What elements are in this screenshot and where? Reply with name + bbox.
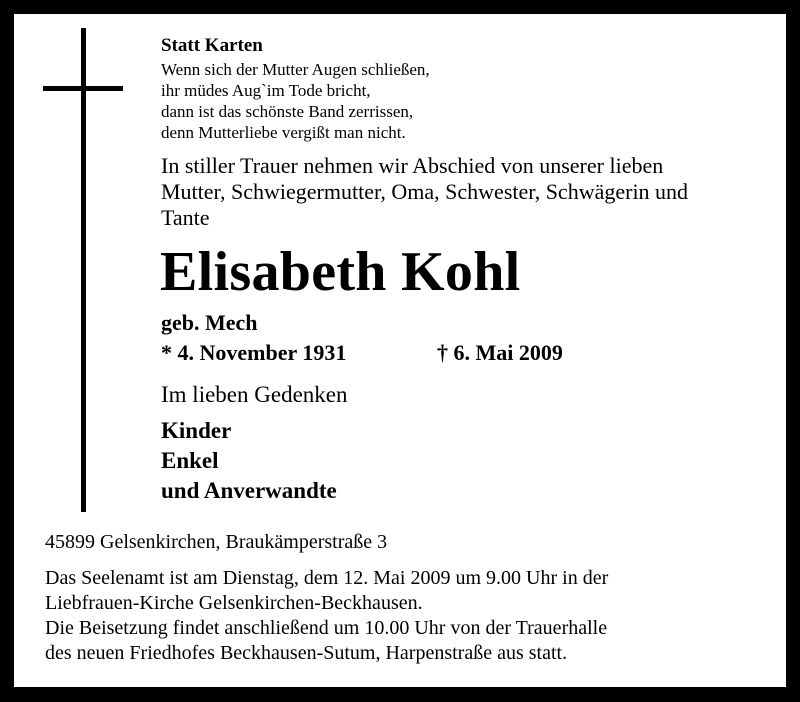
poem-line: denn Mutterliebe vergißt man nicht. [161,123,406,142]
deceased-name: Elisabeth Kohl [160,241,521,303]
relative-item: Kinder [161,418,232,443]
intro-line: Tante [161,205,210,230]
maiden-name: geb. Mech [161,310,258,335]
relative-item: Enkel [161,448,219,473]
service-info [45,566,608,666]
relative-item: und Anverwandte [161,478,337,503]
intro-line: In stiller Trauer nehmen wir Abschied von unserer lieben [161,153,664,178]
poem [161,59,430,143]
header-statt-karten: Statt Karten [161,35,263,56]
cross-icon [81,28,86,512]
poem-line: dann ist das schönste Band zerrissen, [161,102,414,121]
poem-line: ihr müdes Aug`im Tode bricht, [161,81,371,100]
service-line: Liebfrauen-Kirche Gelsenkirchen-Beckhausen. [45,592,423,614]
memory-line: Im lieben Gedenken [161,382,348,407]
birth-date: * 4. November 1931 [161,340,347,365]
intro-line: Mutter, Schwiegermutter, Oma, Schwester, Schwägerin und [161,179,689,204]
service-line: Die Beisetzung findet anschließend um 10.00 Uhr von der Trauerhalle [45,617,608,639]
death-date: † 6. Mai 2009 [437,340,563,365]
relatives-list [161,416,337,506]
service-line: des neuen Friedhofes Beckhausen-Sutum, Harpenstraße aus statt. [45,642,568,664]
cross-icon-bar [43,86,123,91]
intro-text [161,153,688,231]
poem-line: Wenn sich der Mutter Augen schließen, [161,60,430,79]
service-line: Das Seelenamt ist am Dienstag, dem 12. Mai 2009 um 9.00 Uhr in der [45,567,609,589]
address: 45899 Gelsenkirchen, Braukämperstraße 3 [45,531,388,553]
